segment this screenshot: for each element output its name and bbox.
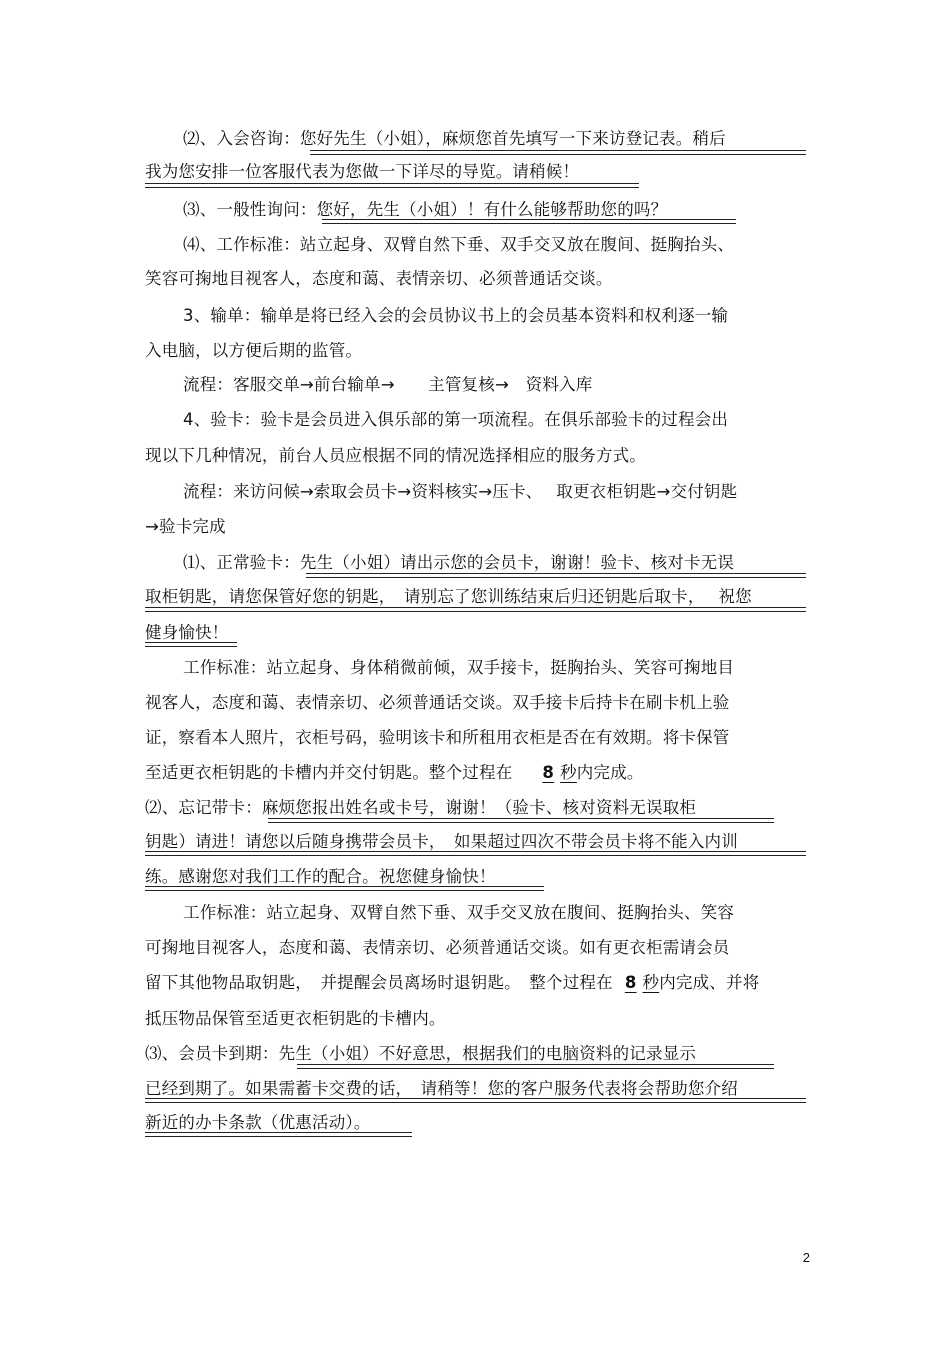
underline-general-inquiry (322, 219, 736, 224)
normal-check-standard-line-4 (145, 762, 644, 784)
card-check-process-line-1: 流程：来访问候→索取会员卡→资料核实→压卡、 取更衣柜钥匙→交付钥匙 (183, 482, 738, 501)
standard-line-1: ⑷、工作标准：站立起身、双臂自然下垂、双手交叉放在腹间、挺胸抬头、 (183, 235, 735, 254)
page-number: 2 (802, 1250, 810, 1265)
expired-card-label: ⑶、会员卡到期： (145, 1044, 279, 1063)
underline-forgot-card-2 (145, 851, 806, 856)
card-check-line-1: 4、验卡：验卡是会员进入俱乐部的第一项流程。在俱乐部验卡的过程会出 (183, 410, 729, 429)
expired-card-line-2: 已经到期了。如果需蓄卡交费的话， 请稍等！您的客户服务代表将会帮助您介绍 (145, 1079, 738, 1098)
forgot-card-time-prefix: 留下其他物品取钥匙， 并提醒会员离场时退钥匙。 整个过程在 (145, 973, 613, 992)
normal-check-line-2: 取柜钥匙，请您保管好您的钥匙， 请别忘了您训练结束后归还钥匙后取卡， 祝您 (145, 587, 752, 606)
normal-check-time-suffix: 内完成。 (576, 763, 644, 782)
underline-normal-check-1 (306, 573, 806, 578)
input-section-line-1: 3、输单：输单是将已经入会的会员协议书上的会员基本资料和权利逐一输 (183, 306, 729, 325)
normal-check-standard-line-1: 工作标准：站立起身、身体稍微前倾，双手接卡，挺胸抬头、笑容可掬地目 (183, 658, 735, 677)
forgot-card-time-suffix: 内完成、并将 (659, 973, 760, 992)
forgot-card-standard-line-2: 可掬地目视客人，态度和蔼、表情亲切、必须普通话交谈。如有更衣柜需请会员 (145, 938, 730, 957)
forgot-card-standard-line-1: 工作标准：站立起身、双臂自然下垂、双手交叉放在腹间、挺胸抬头、笑容 (183, 903, 735, 922)
input-section-line-2: 入电脑，以方便后期的监管。 (145, 341, 363, 360)
forgot-card-standard-line-4: 抵压物品保管至适更衣柜钥匙的卡槽内。 (145, 1009, 446, 1028)
underline-expired-card-1 (297, 1064, 774, 1069)
standard-line-2: 笑容可掬地目视客人，态度和蔼、表情亲切、必须普通话交谈。 (145, 269, 613, 288)
forgot-card-line-2: 钥匙）请进！请您以后随身携带会员卡， 如果超过四次不带会员卡将不能入内训 (145, 832, 738, 851)
consultation-line-2: 我为您安排一位客服代表为您做一下详尽的导览。请稍候！ (145, 162, 580, 181)
underline-consultation-2 (145, 183, 639, 188)
expired-card-line-3: 新近的办卡条款（优惠活动）。 (145, 1113, 371, 1132)
normal-check-label: ⑴、正常验卡： (183, 553, 300, 572)
underline-expired-card-2 (145, 1098, 806, 1103)
forgot-card-script-part-1: 麻烦您报出姓名或卡号，谢谢！（验卡、核对资料无误取柜 (261, 798, 697, 817)
underline-normal-check-2 (145, 607, 806, 612)
forgot-card-line-3: 练。感谢您对我们工作的配合。祝您健身愉快！ (145, 867, 496, 886)
underline-forgot-card-1 (268, 818, 774, 823)
forgot-card-label: ⑵、忘记带卡： (145, 798, 262, 817)
normal-check-script-part-1: 先生（小姐）请出示您的会员卡，谢谢！验卡、核对卡无误 (299, 553, 735, 572)
underline-normal-check-3 (145, 642, 237, 647)
normal-check-standard-line-2: 视客人，态度和蔼、表情亲切、必须普通话交谈。双手接卡后持卡在刷卡机上验 (145, 693, 730, 712)
normal-check-time-prefix: 至适更衣柜钥匙的卡槽内并交付钥匙。整个过程在 (145, 763, 513, 782)
card-check-line-2: 现以下几种情况，前台人员应根据不同的情况选择相应的服务方式。 (145, 446, 646, 465)
card-check-process-line-2: →验卡完成 (145, 517, 226, 536)
forgot-card-standard-line-3 (145, 972, 759, 994)
consultation-line-1 (183, 128, 726, 150)
normal-check-line-3: 健身愉快！ (145, 623, 229, 642)
expired-card-script-part-1: 先生（小姐）不好意思，根据我们的电脑资料的记录显示 (278, 1044, 697, 1063)
forgot-card-time-unit: 秒 (642, 973, 660, 992)
forgot-card-time-number: 8 (624, 973, 637, 992)
general-inquiry-script: 您好，先生（小姐）！有什么能够帮助您的吗？ (316, 200, 668, 219)
underline-forgot-card-3 (145, 886, 544, 891)
input-process-line: 流程：客服交单→前台输单→ 主管复核→ 资料入库 (183, 375, 593, 394)
general-inquiry-label: ⑶、一般性询问： (183, 200, 317, 219)
general-inquiry-line (183, 199, 667, 221)
underline-consultation-1 (310, 150, 806, 155)
normal-check-standard-line-3: 证，察看本人照片，衣柜号码，验明该卡和所租用衣柜是否在有效期。将卡保管 (145, 728, 730, 747)
consultation-script-part-1: 您好先生（小姐），麻烦您首先填写一下来访登记表。稍后 (299, 129, 726, 148)
normal-check-time-number: 8 (542, 763, 555, 782)
consultation-label: ⑵、入会咨询： (183, 129, 300, 148)
normal-check-time-unit: 秒 (560, 763, 577, 782)
forgot-card-line-1 (145, 797, 696, 819)
expired-card-line-1 (145, 1043, 696, 1065)
normal-check-line-1 (183, 552, 734, 574)
underline-expired-card-3 (145, 1132, 412, 1137)
